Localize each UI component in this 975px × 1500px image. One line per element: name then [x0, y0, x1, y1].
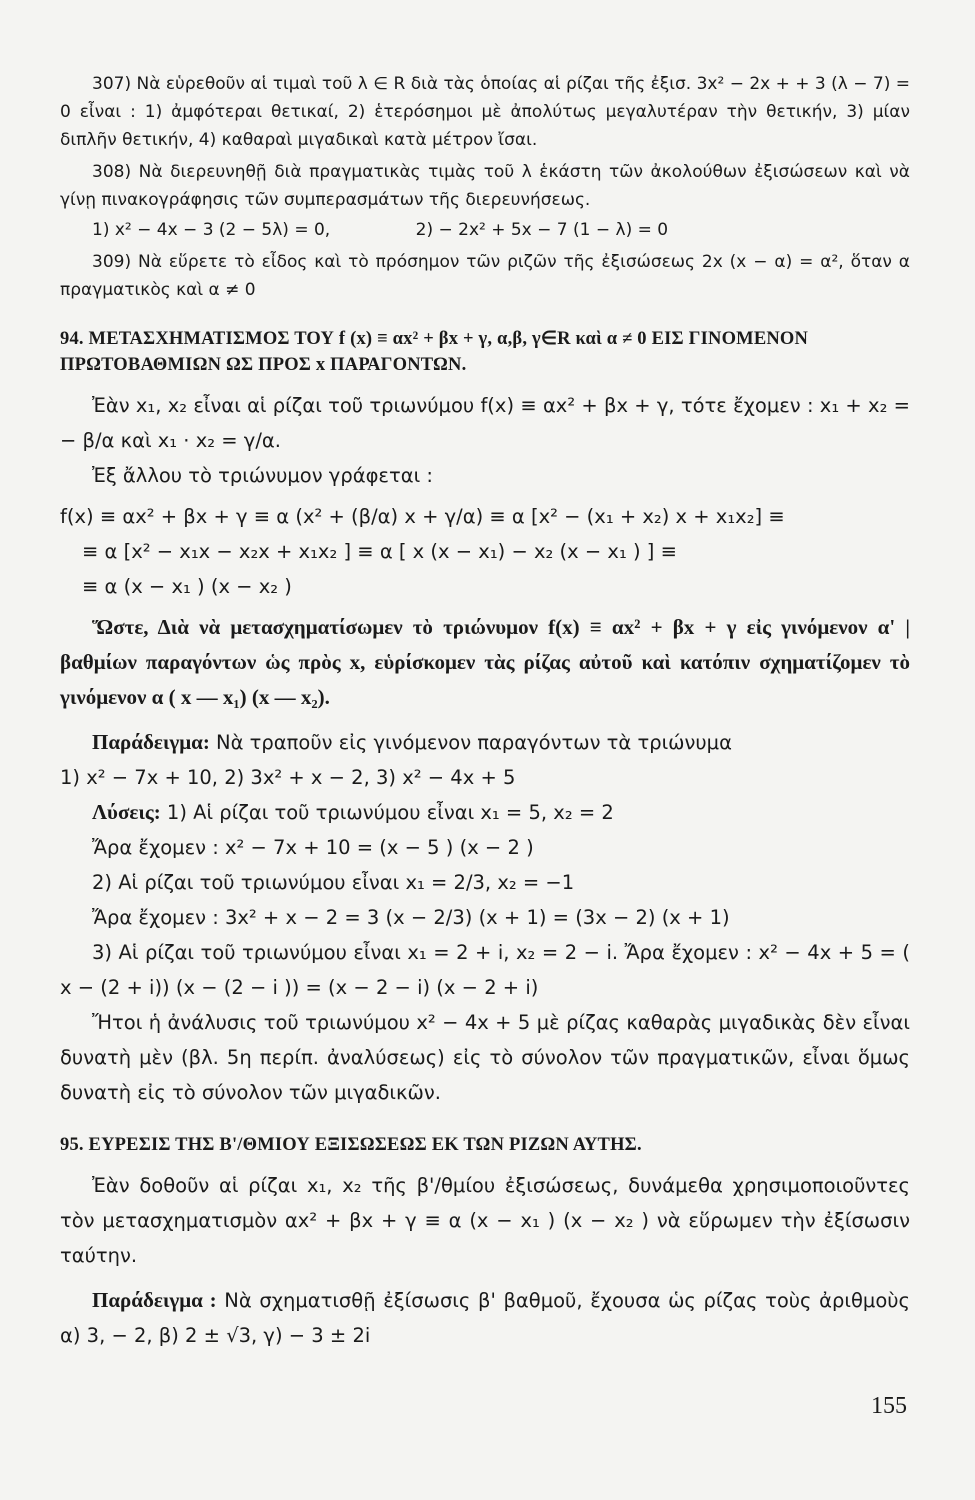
section-95-para-1: Ἐὰν δοθοῦν αἱ ρίζαι x₁, x₂ τῆς β'/θμίου ἐξισώσεως, δυνάμεθα χρησιμοποιοῦντες τὸν μετασχηματισμὸν αx² + βx + γ ≡ α (x − x₁ ) (x − x₂ ) νὰ εὕρωμεν τὴν ἐξίσωσιν ταύτην.	[60, 1174, 910, 1267]
solution-2: 2) Αἱ ρίζαι τοῦ τριωνύμου εἶναι x₁ = 2/3, x₂ = −1	[92, 871, 575, 894]
equation-1: 1) x² − 4x − 3 (2 − 5λ) = 0,	[92, 220, 331, 240]
solution-1-text: 1) Αἱ ρίζαι τοῦ τριωνύμου εἶναι x₁ = 5, x₂ = 2	[166, 801, 614, 824]
exercise-308-equations	[60, 216, 910, 244]
example-label: Παράδειγμα :	[92, 1288, 217, 1312]
exercise-309	[60, 248, 910, 304]
example-label: Παράδειγμα:	[92, 730, 210, 754]
solution-1	[60, 795, 910, 830]
math-line-2: ≡ α [x² − x₁x − x₂x + x₁x₂ ] ≡ α [ x (x − x₁) − x₂ (x − x₁ ) ] ≡	[82, 540, 677, 563]
math-line-3: ≡ α (x − x₁ ) (x − x₂ )	[82, 575, 292, 598]
example-94	[60, 725, 910, 760]
equation-2: 2) − 2x² + 5x − 7 (1 − λ) = 0	[415, 220, 669, 240]
solution-3: 3) Αἱ ρίζαι τοῦ τριωνύμου εἶναι x₁ = 2 + i, x₂ = 2 − i. Ἄρα ἔχομεν : x² − 4x + 5 = ( x − (2 + i)) (x − (2 − i )) = (x − 2 − i) (x − 2 + i)	[60, 941, 910, 999]
solutions-label: Λύσεις:	[92, 800, 161, 824]
example-text: Νὰ σχηματισθῇ ἐξίσωσις β' βαθμοῦ, ἔχουσα ὡς ρίζας τοὺς ἀριθμοὺς α) 3, − 2, β) 2 ± √3, γ) − 3 ± 2i	[60, 1289, 910, 1347]
exercise-text: Νὰ εὕρετε τὸ εἶδος καὶ τὸ πρόσημον τῶν ριζῶν τῆς ἐξισώσεως 2x (x − α) = α², ὅταν α πραγματικὸς καὶ α ≠ 0	[60, 252, 911, 300]
math-line-1: f(x) ≡ αx² + βx + γ ≡ α (x² + (β/α) x + γ/α) ≡ α [x² − (x₁ + x₂) x + x₁x₂] ≡	[60, 505, 785, 528]
section-94-conclusion: Ὥστε, Διὰ νὰ μετασχηματίσωμεν τὸ τριώνυμον f(x) ≡ αx² + βx + γ εἰς γινόμενον α' | βαθμίων παραγόντων ὡς πρὸς x, εὑρίσκομεν τὰς ρίζας αὐτοῦ καὶ κατόπιν σχηματίζομεν τὸ γινόμενον α ( x — x₁) (x — x₂).	[60, 615, 910, 709]
section-95-heading: 95. ΕΥΡΕΣΙΣ ΤΗΣ Β'/ΘΜΙΟΥ ΕΞΙΣΩΣΕΩΣ ΕΚ ΤΩΝ ΡΙΖΩΝ ΑΥΤΗΣ.	[60, 1135, 642, 1155]
solution-3-note: Ἤτοι ἡ ἀνάλυσις τοῦ τριωνύμου x² − 4x + 5 μὲ ρίζας καθαρὰς μιγαδικὰς δὲν εἶναι δυνατὴ μὲν (βλ. 5η περίπ. ἀναλύσεως) εἰς τὸ σύνολον τῶν πραγματικῶν, εἶναι ὅμως δυνατὴ εἰς τὸ σύνολον τῶν μιγαδικῶν.	[60, 1011, 910, 1104]
page-number: 155	[871, 1393, 907, 1419]
page-content	[60, 70, 910, 1353]
solution-1-result: Ἄρα ἔχομεν : x² − 7x + 10 = (x − 5 ) (x − 2 )	[92, 836, 534, 859]
exercise-number: 309)	[92, 252, 132, 272]
example-95	[60, 1283, 910, 1353]
section-94-para-1: Ἐὰν x₁, x₂ εἶναι αἱ ρίζαι τοῦ τριωνύμου f(x) ≡ αx² + βx + γ, τότε ἔχομεν : x₁ + x₂ = − β/α καὶ x₁ · x₂ = γ/α.	[60, 394, 910, 452]
section-94-heading: 94. ΜΕΤΑΣΧΗΜΑΤΙΣΜΟΣ ΤΟΥ f (x) ≡ αx² + βx + γ, α,β, γ∈R καὶ α ≠ 0 ΕΙΣ ΓΙΝΟΜΕΝΟΝ ΠΡΩΤΟΒΑΘΜΙΩΝ ΩΣ ΠΡΟΣ x ΠΑΡΑΓΟΝΤΩΝ.	[60, 329, 809, 375]
exercise-number: 307)	[92, 74, 132, 94]
exercise-text: Νὰ διερευνηθῇ διὰ πραγματικὰς τιμὰς τοῦ λ ἑκάστη τῶν ἀκολούθων ἐξισώσεων καὶ νὰ γίνῃ πινακογράφησις τῶν συμπερασμάτων τῆς διερευνήσεως.	[60, 162, 910, 210]
example-list: 1) x² − 7x + 10, 2) 3x² + x − 2, 3) x² − 4x + 5	[60, 766, 516, 789]
exercise-text: Νὰ εὑρεθοῦν αἱ τιμαὶ τοῦ λ ∈ R διὰ τὰς ὁποίας αἱ ρίζαι τῆς ἐξισ. 3x² − 2x + + 3 (λ − 7) = 0 εἶναι : 1) ἀμφότεραι θετικαί, 2) ἑτερόσημοι μὲ ἀπολύτως μεγαλυτέραν τὴν θετικήν, 3) μίαν διπλῆν θετικήν, 4) καθαραὶ μιγαδικαὶ κατὰ μέτρον ἴσαι.	[60, 74, 911, 150]
solution-2-result: Ἄρα ἔχομεν : 3x² + x − 2 = 3 (x − 2/3) (x + 1) = (3x − 2) (x + 1)	[92, 906, 730, 929]
example-text: Νὰ τραποῦν εἰς γινόμενον παραγόντων τὰ τριώνυμα	[216, 731, 732, 754]
section-94-para-2: Ἐξ ἄλλου τὸ τριώνυμον γράφεται :	[92, 464, 433, 487]
exercise-number: 308)	[92, 162, 132, 182]
exercise-308	[60, 158, 910, 214]
exercise-307	[60, 70, 910, 154]
